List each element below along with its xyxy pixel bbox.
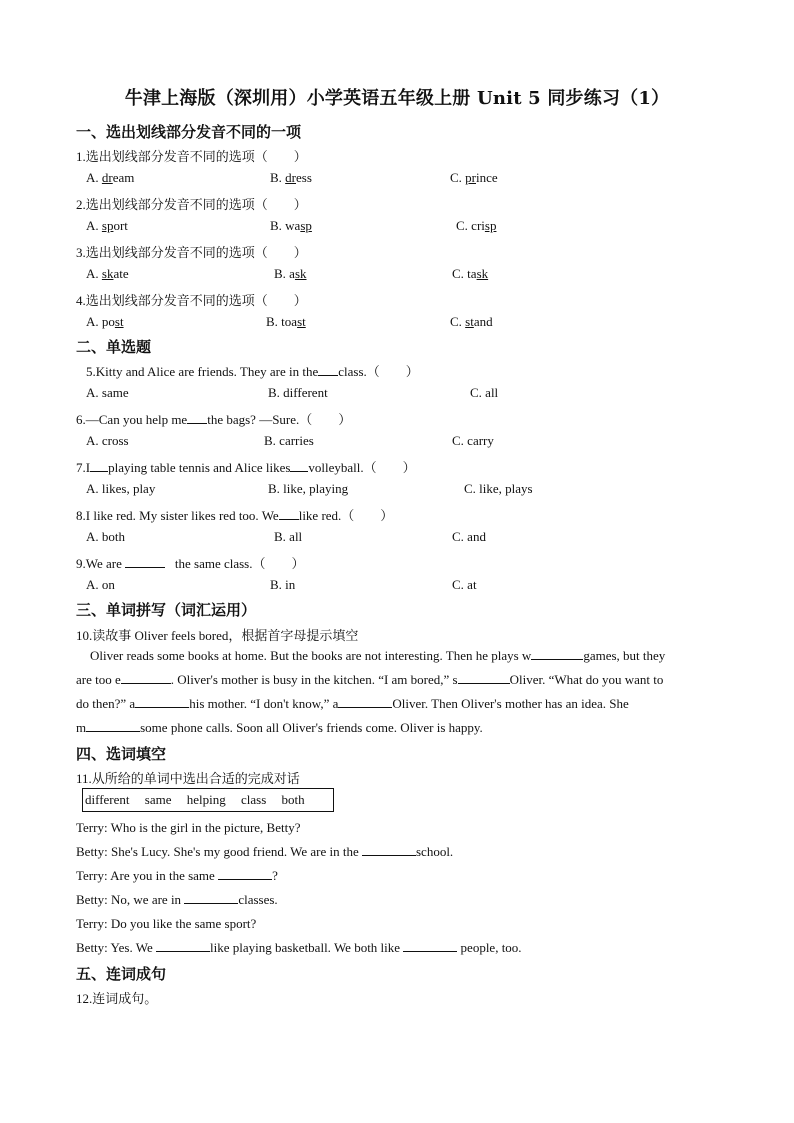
- blank-m[interactable]: [86, 730, 140, 732]
- blank-w[interactable]: [531, 658, 583, 660]
- question-8-stem: 8.I like red. My sister likes red too. We like red.（ ）: [76, 508, 394, 523]
- word-bank-item: both: [281, 792, 305, 807]
- question-8-option-a[interactable]: A. both: [86, 529, 125, 544]
- question-8-option-b[interactable]: B. all: [274, 529, 303, 544]
- section-heading-4: 四、选词填空: [76, 745, 167, 763]
- blank-dialogue-3[interactable]: [184, 902, 238, 904]
- dialogue-line-6: Betty: Yes. We like playing basketball. We both like people, too.: [76, 940, 522, 955]
- question-3-option-b[interactable]: B. ask: [274, 266, 307, 281]
- blank-e[interactable]: [121, 682, 171, 684]
- question-7-option-a[interactable]: A. likes, play: [86, 481, 156, 496]
- blank-dialogue-5[interactable]: [403, 950, 457, 952]
- question-7-option-c[interactable]: C. like, plays: [464, 481, 533, 496]
- story-line-1: Oliver reads some books at home. But the books are not interesting. Then he plays w games, but they: [90, 648, 666, 663]
- question-3-option-c[interactable]: C. task: [452, 266, 489, 281]
- dialogue-line-1: Terry: Who is the girl in the picture, Betty?: [76, 820, 301, 835]
- question-9-stem: 9.We are the same class.（ ）: [76, 556, 305, 571]
- question-9-option-a[interactable]: A. on: [86, 577, 115, 592]
- question-1-option-a[interactable]: A. dream: [86, 170, 135, 185]
- question-5-option-b[interactable]: B. different: [268, 385, 328, 400]
- word-bank-item: class: [241, 792, 267, 807]
- question-6-option-a[interactable]: A. cross: [86, 433, 129, 448]
- question-1-option-b[interactable]: B. dress: [270, 170, 312, 185]
- section-heading-5: 五、连词成句: [76, 965, 167, 983]
- question-3-stem: 3.选出划线部分发音不同的选项（ ）: [76, 245, 307, 260]
- question-7-stem: 7.I playing table tennis and Alice likes volleyball.（ ）: [76, 460, 416, 475]
- question-5-option-a[interactable]: A. same: [86, 385, 129, 400]
- word-bank-item: same: [144, 792, 172, 807]
- question-7-option-b[interactable]: B. like, playing: [268, 481, 349, 496]
- question-1-stem: 1.选出划线部分发音不同的选项（ ）: [76, 149, 307, 164]
- question-2-option-c[interactable]: C. crisp: [456, 218, 497, 233]
- question-4-option-b[interactable]: B. toast: [266, 314, 306, 329]
- question-2-option-a[interactable]: A. sport: [86, 218, 128, 233]
- blank-s[interactable]: [458, 682, 510, 684]
- dialogue-line-5: Terry: Do you like the same sport?: [76, 916, 257, 931]
- section-heading-1: 一、选出划线部分发音不同的一项: [76, 123, 302, 141]
- page-title: 牛津上海版（深圳用）小学英语五年级上册 Unit 5 同步练习（1）: [124, 88, 670, 109]
- story-line-2: are too e . Oliver's mother is busy in the kitchen. “I am bored,” s Oliver. “What do you want to: [76, 672, 664, 687]
- question-2-stem: 2.选出划线部分发音不同的选项（ ）: [76, 197, 307, 212]
- section-heading-2: 二、单选题: [76, 338, 152, 356]
- dialogue-line-4: Betty: No, we are in classes.: [76, 892, 278, 907]
- section-heading-3: 三、单词拼写（词汇运用）: [76, 601, 257, 619]
- word-bank-item: different: [85, 792, 130, 807]
- question-6-option-b[interactable]: B. carries: [264, 433, 314, 448]
- question-5-stem: 5.Kitty and Alice are friends. They are in the class.（ ）: [86, 364, 419, 379]
- dialogue-line-2: Betty: She's Lucy. She's my good friend. We are in the school.: [76, 844, 454, 859]
- blank-dialogue-4[interactable]: [156, 950, 210, 952]
- story-line-3: do then?” a his mother. “I don't know,” a Oliver. Then Oliver's mother has an idea. She: [76, 696, 629, 711]
- question-8-option-c[interactable]: C. and: [452, 529, 486, 544]
- question-6-option-c[interactable]: C. carry: [452, 433, 494, 448]
- word-bank-box: [82, 788, 334, 812]
- question-6-stem: 6.—Can you help me the bags? —Sure.（ ）: [76, 412, 352, 427]
- question-10-stem: 10.读故事 Oliver feels bored，根据首字母提示填空: [76, 628, 359, 643]
- question-9-option-c[interactable]: C. at: [452, 577, 477, 592]
- story-line-4: m some phone calls. Soon all Oliver's friends come. Oliver is happy.: [76, 720, 483, 735]
- question-4-option-c[interactable]: C. stand: [450, 314, 493, 329]
- question-12-stem: 12.连词成句。: [76, 991, 158, 1006]
- question-2-option-b[interactable]: B. wasp: [270, 218, 312, 233]
- question-1-option-c[interactable]: C. prince: [450, 170, 498, 185]
- dialogue-line-3: Terry: Are you in the same ?: [76, 868, 278, 883]
- blank-dialogue-2[interactable]: [218, 878, 272, 880]
- blank-a2[interactable]: [338, 706, 392, 708]
- blank-a1[interactable]: [135, 706, 189, 708]
- blank-dialogue-1[interactable]: [362, 854, 416, 856]
- question-5-option-c[interactable]: C. all: [470, 385, 499, 400]
- question-11-stem: 11.从所给的单词中选出合适的完成对话: [76, 771, 300, 786]
- question-9-option-b[interactable]: B. in: [270, 577, 296, 592]
- question-4-stem: 4.选出划线部分发音不同的选项（ ）: [76, 293, 307, 308]
- question-4-option-a[interactable]: A. post: [86, 314, 124, 329]
- question-3-option-a[interactable]: A. skate: [86, 266, 129, 281]
- word-bank-item: helping: [186, 792, 226, 807]
